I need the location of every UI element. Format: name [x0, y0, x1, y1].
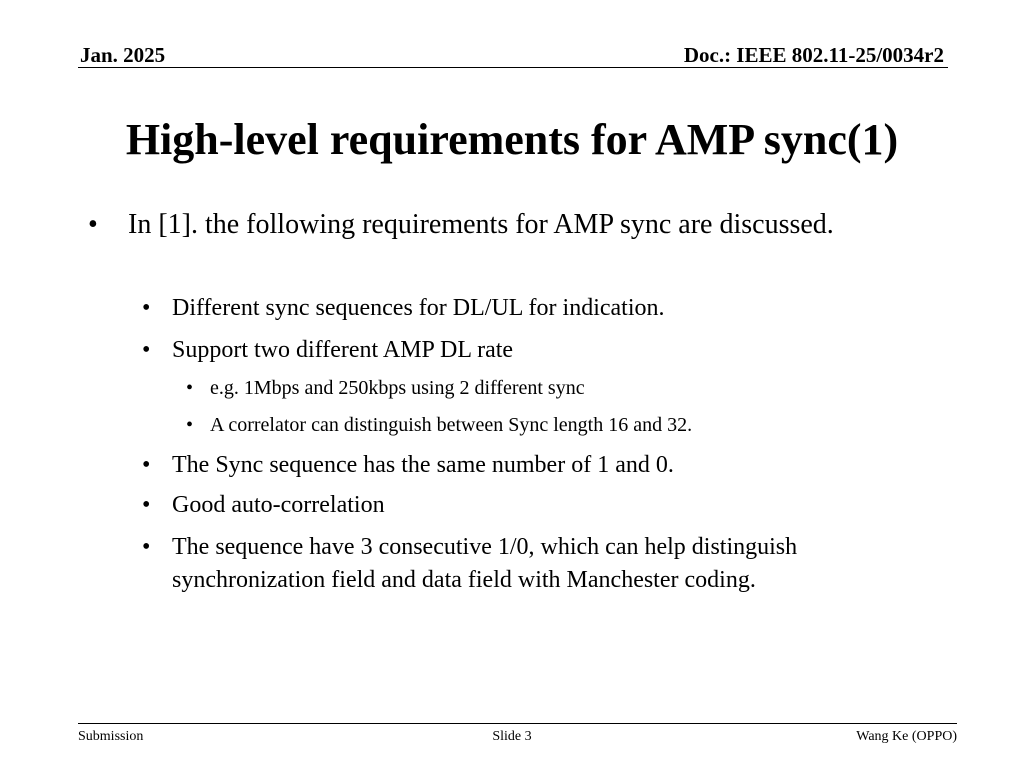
bullet-item	[186, 412, 910, 438]
bullet-item	[142, 531, 932, 597]
bullet-dot: •	[186, 414, 194, 436]
bullet-item	[142, 489, 932, 522]
bullet-text: In [1]. the following requirements for AMP sync are discussed.	[128, 209, 834, 240]
bullet-dot: •	[142, 337, 151, 363]
header-doc-id: Doc.: IEEE 802.11-25/0034r2	[683, 43, 944, 67]
bullet-dot: •	[186, 377, 194, 399]
bullet-text: The Sync sequence has the same number of 1 and 0.	[172, 452, 674, 478]
bullet-item	[142, 334, 932, 367]
bullet-dot: •	[142, 452, 151, 478]
bullet-text: Good auto-correlation	[172, 492, 385, 518]
bullet-text: The sequence have 3 consecutive 1/0, which can help distinguish synchronization field and data field with Manchester coding.	[172, 534, 798, 593]
bullet-text: e.g. 1Mbps and 250kbps using 2 different sync	[210, 377, 585, 399]
bullet-dot: •	[88, 209, 98, 240]
bullet-dot: •	[142, 534, 151, 560]
bullet-item	[88, 203, 868, 246]
footer-divider	[78, 723, 957, 724]
bullet-item	[142, 292, 932, 325]
footer-slide-number: Slide 3	[492, 729, 532, 744]
slide-title: High-level requirements for AMP sync(1)	[125, 115, 899, 164]
bullet-dot: •	[142, 492, 151, 518]
footer-submission: Submission	[78, 729, 144, 744]
bullet-item	[186, 375, 910, 401]
bullet-dot: •	[142, 295, 151, 321]
bullet-text: A correlator can distinguish between Sync length 16 and 32.	[210, 414, 693, 436]
bullet-text: Support two different AMP DL rate	[172, 337, 514, 363]
bullet-item	[142, 449, 932, 482]
bullet-text: Different sync sequences for DL/UL for indication.	[172, 295, 665, 321]
header-date: Jan. 2025	[80, 43, 166, 67]
footer-author: Wang Ke (OPPO)	[856, 729, 957, 744]
